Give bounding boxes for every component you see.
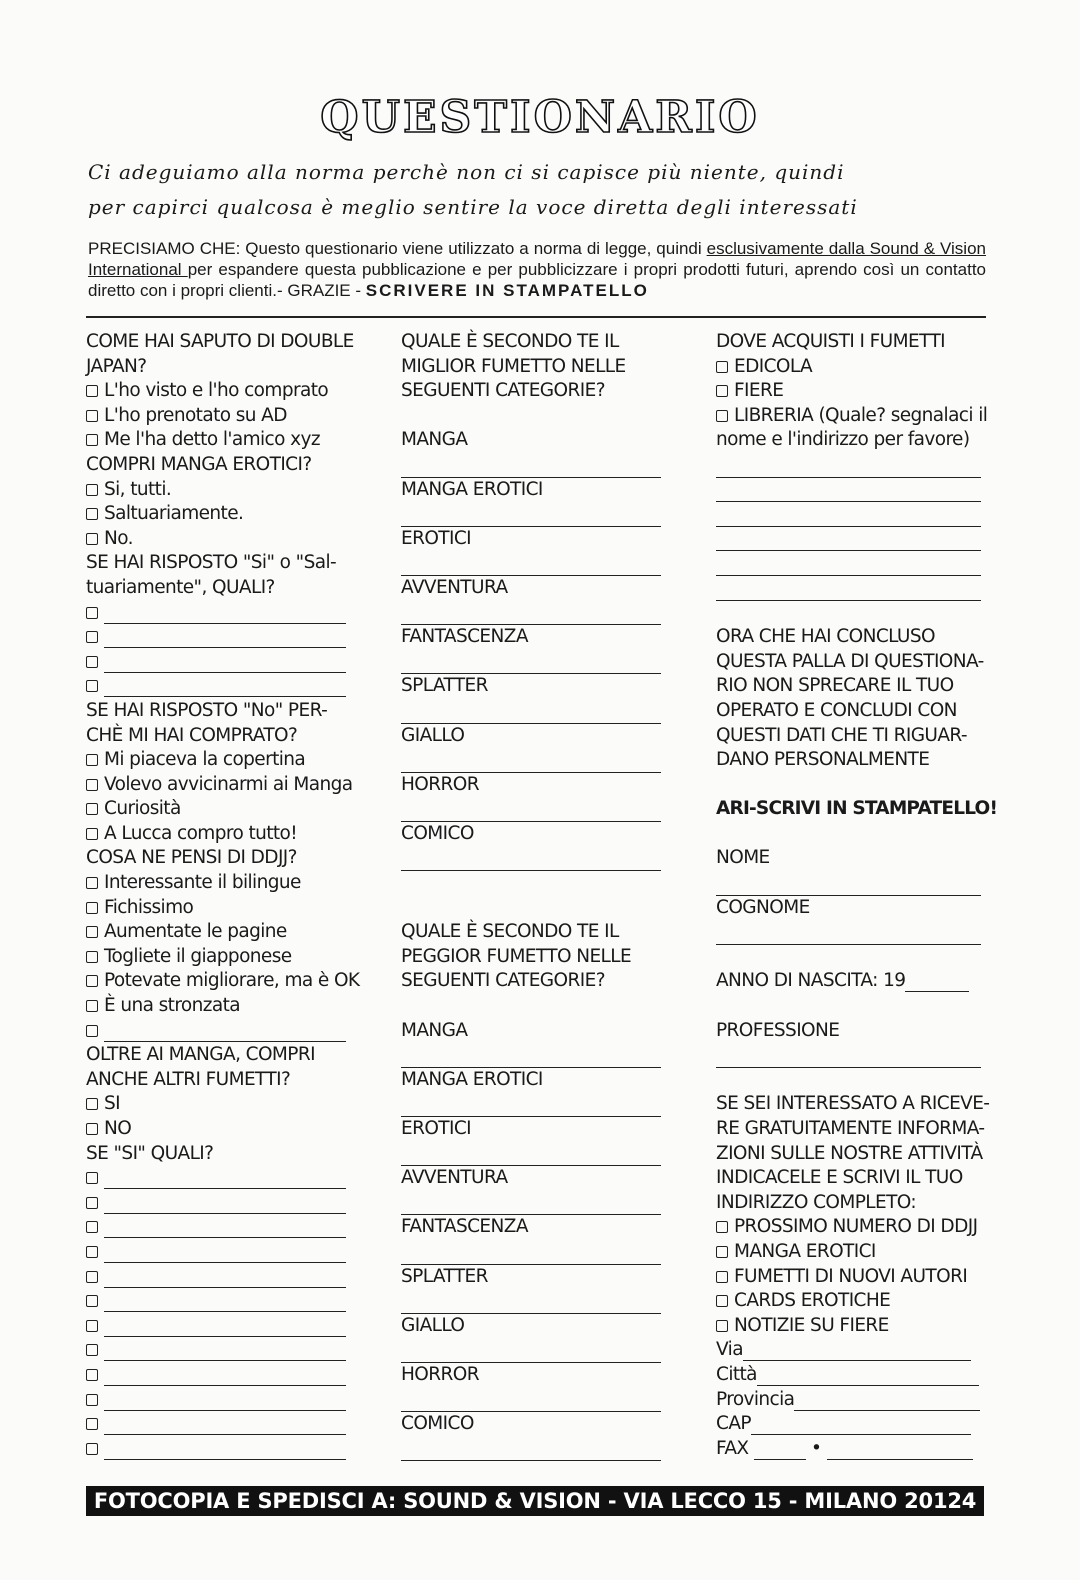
option-item[interactable] (716, 1215, 991, 1240)
checkbox[interactable] (86, 1123, 98, 1135)
address-cap-row (716, 1412, 991, 1437)
write-line[interactable] (104, 1170, 346, 1189)
answer-line[interactable] (401, 1092, 661, 1117)
option-item[interactable] (86, 994, 361, 1019)
option-label: L'ho prenotato su AD (104, 404, 287, 426)
write-line[interactable] (104, 605, 346, 624)
column-3 (716, 330, 998, 1461)
question-heading: MIGLIOR FUMETTO NELLE (401, 355, 626, 377)
answer-line[interactable] (401, 1289, 661, 1314)
write-in-option[interactable] (86, 1314, 361, 1339)
nome-label: NOME (716, 847, 770, 869)
option-label: L'ho visto e l'ho comprato (104, 380, 329, 402)
write-in-option[interactable] (86, 1265, 361, 1290)
option-item[interactable] (86, 502, 361, 527)
checkbox[interactable] (86, 803, 98, 815)
question-heading: tuariamente", QUALI? (86, 576, 275, 598)
professione-field[interactable] (716, 1043, 981, 1068)
write-in-option[interactable] (86, 674, 361, 699)
cognome-field[interactable] (716, 920, 981, 945)
checkbox[interactable] (86, 779, 98, 791)
answer-line[interactable] (401, 1142, 661, 1167)
closing-text: RIO NON SPRECARE IL TUO (716, 675, 954, 697)
closing-text: QUESTI DATI CHE TI RIGUAR- (716, 724, 968, 746)
write-in-option[interactable] (86, 1191, 361, 1216)
option-item[interactable] (86, 379, 361, 404)
option-label: EDICOLA (734, 355, 813, 377)
closing-text: OPERATO E CONCLUDI CON (716, 699, 957, 721)
question-heading: PEGGIOR FUMETTO NELLE (401, 945, 632, 967)
question-heading: COSA NE PENSI DI DDJJ? (86, 847, 297, 869)
checkbox[interactable] (86, 1221, 98, 1233)
checkbox[interactable] (86, 1098, 98, 1110)
option-item[interactable] (86, 822, 361, 847)
category-label: AVVENTURA (401, 576, 508, 598)
checkbox[interactable] (86, 1246, 98, 1258)
answer-line[interactable] (716, 453, 981, 478)
answer-line[interactable] (401, 453, 661, 478)
write-line[interactable] (104, 1195, 346, 1214)
question-heading: JAPAN? (86, 355, 147, 377)
write-line[interactable] (104, 1244, 346, 1263)
question-heading: QUALE È SECONDO TE IL (401, 331, 619, 352)
category-label: FANTASCENZA (401, 626, 528, 648)
option-continuation: nome e l'indirizzo per favore) (716, 429, 970, 451)
spacer (716, 601, 991, 626)
fax-prefix-field[interactable] (754, 1441, 806, 1460)
spacer (401, 404, 671, 429)
write-line[interactable] (104, 1219, 346, 1238)
write-line[interactable] (104, 678, 346, 697)
option-item[interactable] (86, 797, 361, 822)
write-in-option[interactable] (86, 1289, 361, 1314)
answer-line[interactable] (716, 551, 981, 576)
checkbox[interactable] (716, 410, 728, 422)
checkbox[interactable] (86, 902, 98, 914)
spacer (401, 994, 671, 1019)
birth-year-field[interactable] (905, 973, 969, 992)
via-label: Via (716, 1339, 743, 1361)
write-line[interactable] (104, 1392, 346, 1411)
answer-line[interactable] (401, 1240, 661, 1265)
option-item[interactable] (716, 1265, 991, 1290)
checkbox[interactable] (86, 533, 98, 545)
option-label: NOTIZIE SU FIERE (734, 1314, 889, 1336)
option-label: Si, tutti. (104, 478, 172, 500)
spacer (401, 871, 671, 896)
option-label: Togliete il giapponese (104, 945, 292, 967)
option-label: Saltuariamente. (104, 503, 244, 525)
nome-field[interactable] (716, 871, 981, 896)
checkbox[interactable] (716, 385, 728, 397)
checkbox[interactable] (716, 361, 728, 373)
info-text: INDICACELE E SCRIVI IL TUO (716, 1167, 963, 1189)
closing-text: ORA CHE HAI CONCLUSO (716, 626, 935, 648)
checkbox[interactable] (86, 1172, 98, 1184)
option-item[interactable] (86, 1092, 361, 1117)
checkbox[interactable] (86, 607, 98, 619)
option-item[interactable] (716, 1289, 991, 1314)
option-item[interactable] (86, 773, 361, 798)
category-label: SPLATTER (401, 1265, 488, 1287)
option-label: SI (104, 1093, 120, 1115)
notice-underlined: esclusivamente dalla Sound & Vision International (88, 239, 986, 279)
info-text: ZIONI SULLE NOSTRE ATTIVITÀ (716, 1142, 983, 1164)
checkbox[interactable] (86, 951, 98, 963)
checkbox[interactable] (86, 828, 98, 840)
checkbox[interactable] (86, 1197, 98, 1209)
address-via-row (716, 1338, 991, 1363)
write-in-option[interactable] (86, 1240, 361, 1265)
answer-line[interactable] (401, 1437, 661, 1462)
option-item[interactable] (86, 428, 361, 453)
answer-line[interactable] (401, 797, 661, 822)
category-label: HORROR (401, 1363, 479, 1385)
option-label: Mi piaceva la copertina (104, 749, 306, 771)
question-heading: QUALE È SECONDO TE IL (401, 921, 619, 943)
option-label: CARDS EROTICHE (734, 1290, 891, 1312)
cap-label: CAP (716, 1413, 751, 1435)
write-line[interactable] (104, 1269, 346, 1288)
option-label: Interessante il bilingue (104, 872, 301, 894)
option-item[interactable] (86, 478, 361, 503)
answer-line[interactable] (401, 699, 661, 724)
option-label: Potevate migliorare, ma è OK (104, 970, 360, 992)
mailing-footer: FOTOCOPIA E SPEDISCI A: SOUND & VISION - VIA LECCO 15 - MILANO 20124 (86, 1486, 984, 1516)
notice-text-2: per espandere questa pubblicazione e per pubblicizzare i propri prodotti futuri, aprendo così un contatto diretto con i propri clienti.- GRAZIE - (88, 260, 987, 300)
question-heading: SE HAI RISPOSTO "No" PER- (86, 699, 328, 721)
category-label: EROTICI (401, 527, 472, 549)
write-line[interactable] (104, 1318, 346, 1337)
notice-text-1: PRECISIAMO CHE: Questo questionario viene utilizzato a norma di legge, quindi (88, 239, 707, 258)
option-label: Aumentate le pagine (104, 921, 287, 943)
option-label: PROSSIMO NUMERO DI DDJJ (734, 1216, 978, 1238)
birth-year-label: ANNO DI NASCITA: 19 (716, 970, 906, 992)
write-line[interactable] (104, 1293, 346, 1312)
option-item[interactable] (86, 969, 361, 994)
question-heading: DOVE ACQUISTI I FUMETTI (716, 331, 945, 352)
checkbox[interactable] (86, 631, 98, 643)
checkbox[interactable] (716, 1320, 728, 1332)
write-line[interactable] (104, 629, 346, 648)
column-2 (401, 330, 671, 1461)
write-in-option[interactable] (86, 1388, 361, 1413)
checkbox[interactable] (86, 656, 98, 668)
spacer (716, 945, 991, 970)
closing-text: DANO PERSONALMENTE (716, 749, 930, 771)
category-label: MANGA EROTICI (401, 1068, 543, 1090)
category-label: SPLATTER (401, 675, 488, 697)
answer-line[interactable] (401, 1043, 661, 1068)
option-item[interactable] (86, 527, 361, 552)
checkbox[interactable] (86, 1271, 98, 1283)
option-item[interactable] (86, 945, 361, 970)
question-heading: SEGUENTI CATEGORIE? (401, 380, 605, 402)
category-label: COMICO (401, 822, 474, 844)
intro-line-1: Ci adeguiamo alla norma perchè non ci si capisce più niente, quindi (88, 160, 845, 184)
write-in-option[interactable] (86, 1412, 361, 1437)
category-label: GIALLO (401, 724, 465, 746)
question-heading: COME HAI SAPUTO DI DOUBLE (86, 331, 354, 352)
question-heading: OLTRE AI MANGA, COMPRI (86, 1044, 315, 1066)
write-in-option[interactable] (86, 1215, 361, 1240)
checkbox[interactable] (86, 877, 98, 889)
answer-line[interactable] (401, 748, 661, 773)
checkbox[interactable] (86, 410, 98, 422)
category-label: COMICO (401, 1413, 474, 1435)
fax-label: FAX (716, 1437, 749, 1459)
category-label: MANGA (401, 1019, 468, 1041)
option-item[interactable] (716, 1314, 991, 1339)
spacer (716, 1068, 991, 1093)
category-label: FANTASCENZA (401, 1216, 528, 1238)
question-heading: COMPRI MANGA EROTICI? (86, 453, 312, 475)
checkbox[interactable] (86, 484, 98, 496)
info-text: INDIRIZZO COMPLETO: (716, 1191, 917, 1213)
write-line[interactable] (104, 654, 346, 673)
write-in-option[interactable] (86, 650, 361, 675)
via-field[interactable] (743, 1342, 971, 1361)
option-item[interactable] (86, 920, 361, 945)
cognome-label: COGNOME (716, 896, 810, 918)
checkbox[interactable] (86, 1394, 98, 1406)
spacer (716, 994, 991, 1019)
checkbox[interactable] (86, 926, 98, 938)
spacer (716, 773, 991, 798)
question-heading: ANCHE ALTRI FUMETTI? (86, 1068, 291, 1090)
option-item[interactable] (86, 896, 361, 921)
write-line[interactable] (104, 1416, 346, 1435)
page-title: QUESTIONARIO (320, 92, 760, 143)
spacer (716, 822, 991, 847)
question-heading: SEGUENTI CATEGORIE? (401, 970, 605, 992)
write-line[interactable] (104, 1023, 346, 1042)
answer-line[interactable] (716, 502, 981, 527)
answer-line[interactable] (401, 1191, 661, 1216)
option-label: Me l'ha detto l'amico xyz (104, 429, 320, 451)
checkbox[interactable] (86, 1418, 98, 1430)
answer-line[interactable] (401, 1388, 661, 1413)
option-label: NO (104, 1118, 132, 1139)
answer-line[interactable] (401, 502, 661, 527)
category-label: HORROR (401, 773, 479, 795)
checkbox[interactable] (86, 975, 98, 987)
option-label: Fichissimo (104, 896, 194, 918)
option-item[interactable] (716, 1240, 991, 1265)
checkbox[interactable] (86, 1295, 98, 1307)
address-provincia-row (716, 1388, 991, 1413)
answer-line[interactable] (716, 527, 981, 552)
category-label: AVVENTURA (401, 1167, 508, 1189)
option-item[interactable] (86, 1117, 361, 1142)
checkbox[interactable] (86, 1344, 98, 1356)
option-label: È una stronzata (104, 995, 241, 1017)
checkbox[interactable] (716, 1221, 728, 1233)
cap-field[interactable] (751, 1416, 971, 1435)
answer-line[interactable] (401, 1338, 661, 1363)
answer-line[interactable] (401, 601, 661, 626)
header-divider (86, 316, 986, 318)
write-in-option[interactable] (86, 625, 361, 650)
option-label: MANGA EROTICI (734, 1240, 876, 1262)
question-heading: CHÈ MI HAI COMPRATO? (86, 724, 298, 746)
answer-line[interactable] (716, 576, 981, 601)
write-in-option[interactable] (86, 1019, 361, 1044)
category-label: MANGA (401, 429, 468, 451)
answer-line[interactable] (716, 478, 981, 503)
option-item[interactable] (716, 404, 991, 429)
citta-field[interactable] (757, 1367, 979, 1386)
intro-line-2: per capirci qualcosa è meglio sentire la voce diretta degli interessati (88, 195, 858, 219)
question-heading: SE "SI" QUALI? (86, 1142, 214, 1164)
address-fax-row (716, 1437, 991, 1462)
provincia-field[interactable] (794, 1392, 980, 1411)
closing-text: QUESTA PALLA DI QUESTIONA- (716, 650, 984, 672)
category-label: EROTICI (401, 1118, 472, 1139)
write-line[interactable] (104, 1441, 346, 1460)
option-label: FIERE (734, 380, 784, 402)
info-text: SE SEI INTERESSATO A RICEVE- (716, 1093, 990, 1115)
option-item[interactable] (716, 379, 991, 404)
category-label: MANGA EROTICI (401, 478, 543, 500)
checkbox[interactable] (86, 385, 98, 397)
checkbox[interactable] (86, 1025, 98, 1037)
address-citta-row (716, 1363, 991, 1388)
option-item[interactable] (86, 404, 361, 429)
answer-line[interactable] (401, 650, 661, 675)
checkbox[interactable] (86, 754, 98, 766)
write-in-option[interactable] (86, 1166, 361, 1191)
checkbox[interactable] (86, 680, 98, 692)
write-line[interactable] (104, 1367, 346, 1386)
spacer (401, 896, 671, 921)
write-line[interactable] (104, 1342, 346, 1361)
write-in-option[interactable] (86, 1363, 361, 1388)
checkbox[interactable] (716, 1271, 728, 1283)
option-item[interactable] (716, 355, 991, 380)
question-heading: SE HAI RISPOSTO "Si" o "Sal- (86, 552, 337, 574)
category-label: GIALLO (401, 1314, 465, 1336)
option-label: LIBRERIA (Quale? segnalaci il (734, 404, 988, 426)
professione-label: PROFESSIONE (716, 1019, 840, 1041)
option-label: Volevo avvicinarmi ai Manga (104, 773, 353, 795)
checkbox[interactable] (716, 1295, 728, 1307)
checkbox[interactable] (86, 1000, 98, 1012)
write-in-option[interactable] (86, 1338, 361, 1363)
option-item[interactable] (86, 871, 361, 896)
write-in-option[interactable] (86, 601, 361, 626)
answer-line[interactable] (401, 551, 661, 576)
option-item[interactable] (86, 748, 361, 773)
checkbox[interactable] (86, 1443, 98, 1455)
option-label: No. (104, 527, 133, 549)
notice-bold: SCRIVERE IN STAMPATELLO (365, 281, 649, 300)
option-label: Curiosità (104, 798, 181, 820)
fax-separator: • (811, 1437, 822, 1459)
citta-label: Città (716, 1363, 757, 1385)
option-label: A Lucca compro tutto! (104, 822, 298, 844)
privacy-notice (88, 238, 986, 301)
option-label: FUMETTI DI NUOVI AUTORI (734, 1265, 968, 1287)
answer-line[interactable] (401, 846, 661, 871)
checkbox[interactable] (86, 508, 98, 520)
checkbox[interactable] (86, 1369, 98, 1381)
write-in-option[interactable] (86, 1437, 361, 1462)
column-1 (86, 330, 361, 1461)
checkbox[interactable] (716, 1246, 728, 1258)
rewrite-instruction: ARI-SCRIVI IN STAMPATELLO! (716, 798, 998, 820)
checkbox[interactable] (86, 434, 98, 446)
birth-year-row (716, 969, 991, 994)
provincia-label: Provincia (716, 1388, 795, 1410)
info-text: RE GRATUITAMENTE INFORMA- (716, 1118, 985, 1139)
fax-number-field[interactable] (827, 1441, 973, 1460)
checkbox[interactable] (86, 1320, 98, 1332)
